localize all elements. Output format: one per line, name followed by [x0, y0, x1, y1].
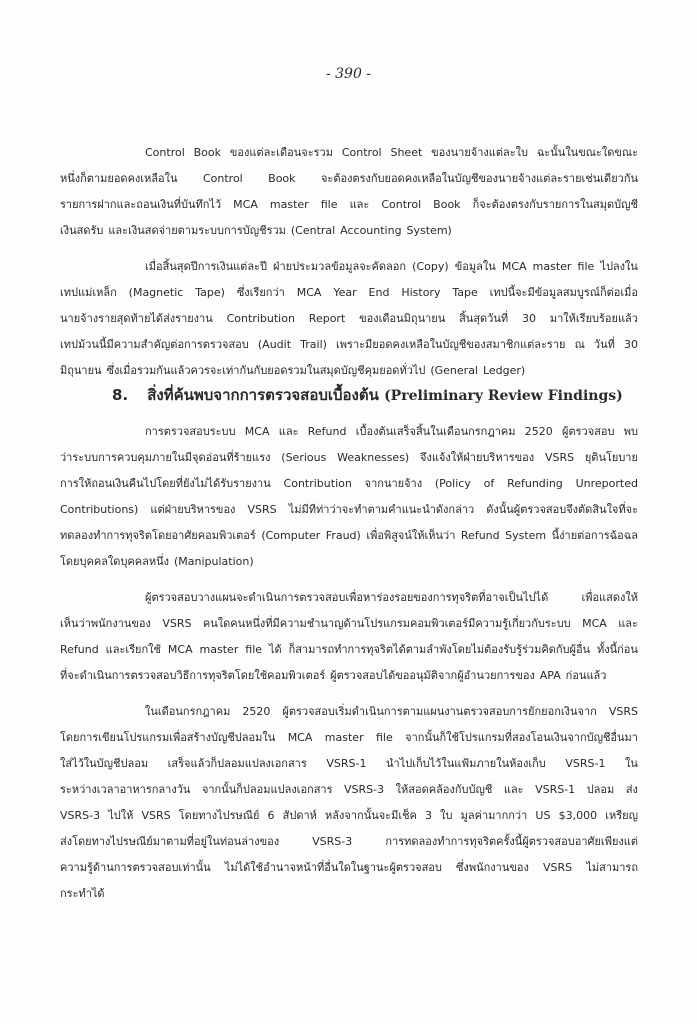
text-line: ใส่ไว้ในบัญชีปลอม เสร็จแล้วก็ปลอมแปลงเอกสาร VSRS-1 นำไปเก็บไว้ในแฟ้มภายในห้องเก็บ VSRS-1 ใน	[60, 757, 638, 770]
text-line: โดยการเขียนโปรแกรมเพื่อสร้างบัญชีปลอมใน MCA master file จากนั้นก็ใช้โปรแกรมที่สองโอนเงินจากบัญชีอื่นมา	[60, 731, 638, 744]
text-line: เมื่อสิ้นสุดปีการเงินแต่ละปี ฝ่ายประมวลข้อมูลจะคัดลอก (Copy) ข้อมูลใน MCA master file ไปลงใน	[145, 260, 638, 273]
text-line: รายการฝากและถอนเงินที่บันทึกไว้ MCA master file และ Control Book ก็จะต้องตรงกับรายการในสมุดบัญชี	[60, 198, 638, 211]
section-number: 8.	[112, 386, 129, 404]
text-line: ส่งโดยทางไปรษณีย์มาตามที่อยู่ในท่อนล่างของ VSRS-3 การทดลองทำการทุจริตครั้งนี้ผู้ตรวจสอบอาศัยเพียงแต่	[60, 835, 638, 848]
text-line: ระหว่างเวลาอาหารกลางวัน จากนั้นก็ปลอมแปลงเอกสาร VSRS-3 ให้สอดคล้องกับบัญชี และ VSRS-1 ปลอม ส่ง	[60, 783, 638, 796]
text-line: การตรวจสอบระบบ MCA และ Refund เบื้องต้นเสร็จสิ้นในเดือนกรกฎาคม 2520 ผู้ตรวจสอบ พบ	[145, 425, 638, 438]
text-line: Refund และเรียกใช้ MCA master file ได้ ก็สามารถทำการทุจริตได้ตามลำพังโดยไม่ต้องรับรู้ร่วมคิดกับผู้อื่น ทั้งนี้ก่อน	[60, 643, 638, 656]
text-line: ที่จะดำเนินการตรวจสอบวิธีการทุจริตโดยใช้คอมพิวเตอร์ ผู้ตรวจสอบได้ขออนุมัติจากผู้อำนวยการของ APA ก่อนแล้ว	[60, 669, 607, 682]
text-line: นายจ้างรายสุดท้ายได้ส่งรายงาน Contribution Report ของเดือนมิถุนายน สิ้นสุดวันที่ 30 มาให้เรียบร้อยแล้ว	[60, 312, 638, 325]
text-line: เทปม้วนนี้มีความสำคัญต่อการตรวจสอบ (Audit Trail) เพราะมียอดคงเหลือในบัญชีของสมาชิกแต่ละราย ณ วันที่ 30	[60, 338, 638, 351]
text-line: เงินสดรับ และเงินสดจ่ายตามระบบการบัญชีรวม (Central Accounting System)	[60, 224, 452, 237]
text-line: มิถุนายน ซึ่งเมื่อรวมกันแล้วควรจะเท่ากันกับยอดรวมในสมุดบัญชีคุมยอดทั่วไป (General Ledger)	[60, 364, 526, 377]
page-number: - 390 -	[325, 66, 372, 82]
text-line: VSRS-3 ไปให้ VSRS โดยทางไปรษณีย์ 6 สัปดาห์ หลังจากนั้นจะมีเช็ค 3 ใบ มูลค่ามากกว่า US $3,000 เหรียญ	[60, 809, 638, 822]
text-line: Contributions) แต่ฝ่ายบริหารของ VSRS ไม่มีทีท่าว่าจะทำตามคำแนะนำดังกล่าว ดังนั้นผู้ตรวจสอบจึงตัดสินใจที่จะ	[60, 503, 638, 516]
section-title-thai: สิ่งที่ค้นพบจากการตรวจสอบเบื้องต้น	[147, 386, 379, 404]
text-line: ผู้ตรวจสอบวางแผนจะดำเนินการตรวจสอบเพื่อหาร่องรอยของการทุจริตที่อาจเป็นไปได้ เพื่อแสดงให้	[145, 591, 638, 604]
text-line: Control Book ของแต่ละเดือนจะรวม Control Sheet ของนายจ้างแต่ละใบ ฉะนั้นในขณะใดขณะ	[145, 146, 638, 159]
text-line: กระทำได้	[60, 887, 105, 900]
text-line: ว่าระบบการควบคุมภายในมีจุดอ่อนที่ร้ายแรง (Serious Weaknesses) จึงแจ้งให้ฝ่ายบริหารของ VSRS ยุตินโยบาย	[60, 451, 638, 464]
text-line: การให้ถอนเงินคืนไปโดยที่ยังไม่ได้รับรายงาน Contribution จากนายจ้าง (Policy of Refunding Unreported	[60, 477, 638, 490]
text-line: ความรู้ด้านการตรวจสอบเท่านั้น ไม่ได้ใช้อำนาจหน้าที่อื่นใดในฐานะผู้ตรวจสอบ ซึ่งพนักงานของ VSRS ไม่สามารถ	[60, 861, 638, 874]
text-line: โดยบุคคลใดบุคคลหนึ่ง (Manipulation)	[60, 555, 254, 568]
text-line: เทปแม่เหล็ก (Magnetic Tape) ซึ่งเรียกว่า MCA Year End History Tape เทปนี้จะมีข้อมูลสมบูรณ์ก็ต่อเมื่อ	[60, 286, 638, 299]
text-line: ในเดือนกรกฎาคม 2520 ผู้ตรวจสอบเริ่มดำเนินการตามแผนงานตรวจสอบการยักยอกเงินจาก VSRS	[145, 705, 638, 718]
text-line: หนึ่งก็ตามยอดคงเหลือใน Control Book จะต้องตรงกับยอดคงเหลือในบัญชีของนายจ้างแต่ละรายเช่นเดียวกัน	[60, 172, 638, 185]
section-title-english: (Preliminary Review Findings)	[384, 388, 623, 404]
text-line: ทดลองทำการทุจริตโดยอาศัยคอมพิวเตอร์ (Computer Fraud) เพื่อพิสูจน์ให้เห็นว่า Refund System นี้ง่ายต่อการฉ้อฉล	[60, 529, 638, 542]
text-line: เห็นว่าพนักงานของ VSRS คนใดคนหนึ่งที่มีความชำนาญด้านโปรแกรมคอมพิวเตอร์มีความรู้เกี่ยวกับระบบ MCA และ	[60, 617, 638, 630]
section-heading	[112, 385, 662, 406]
